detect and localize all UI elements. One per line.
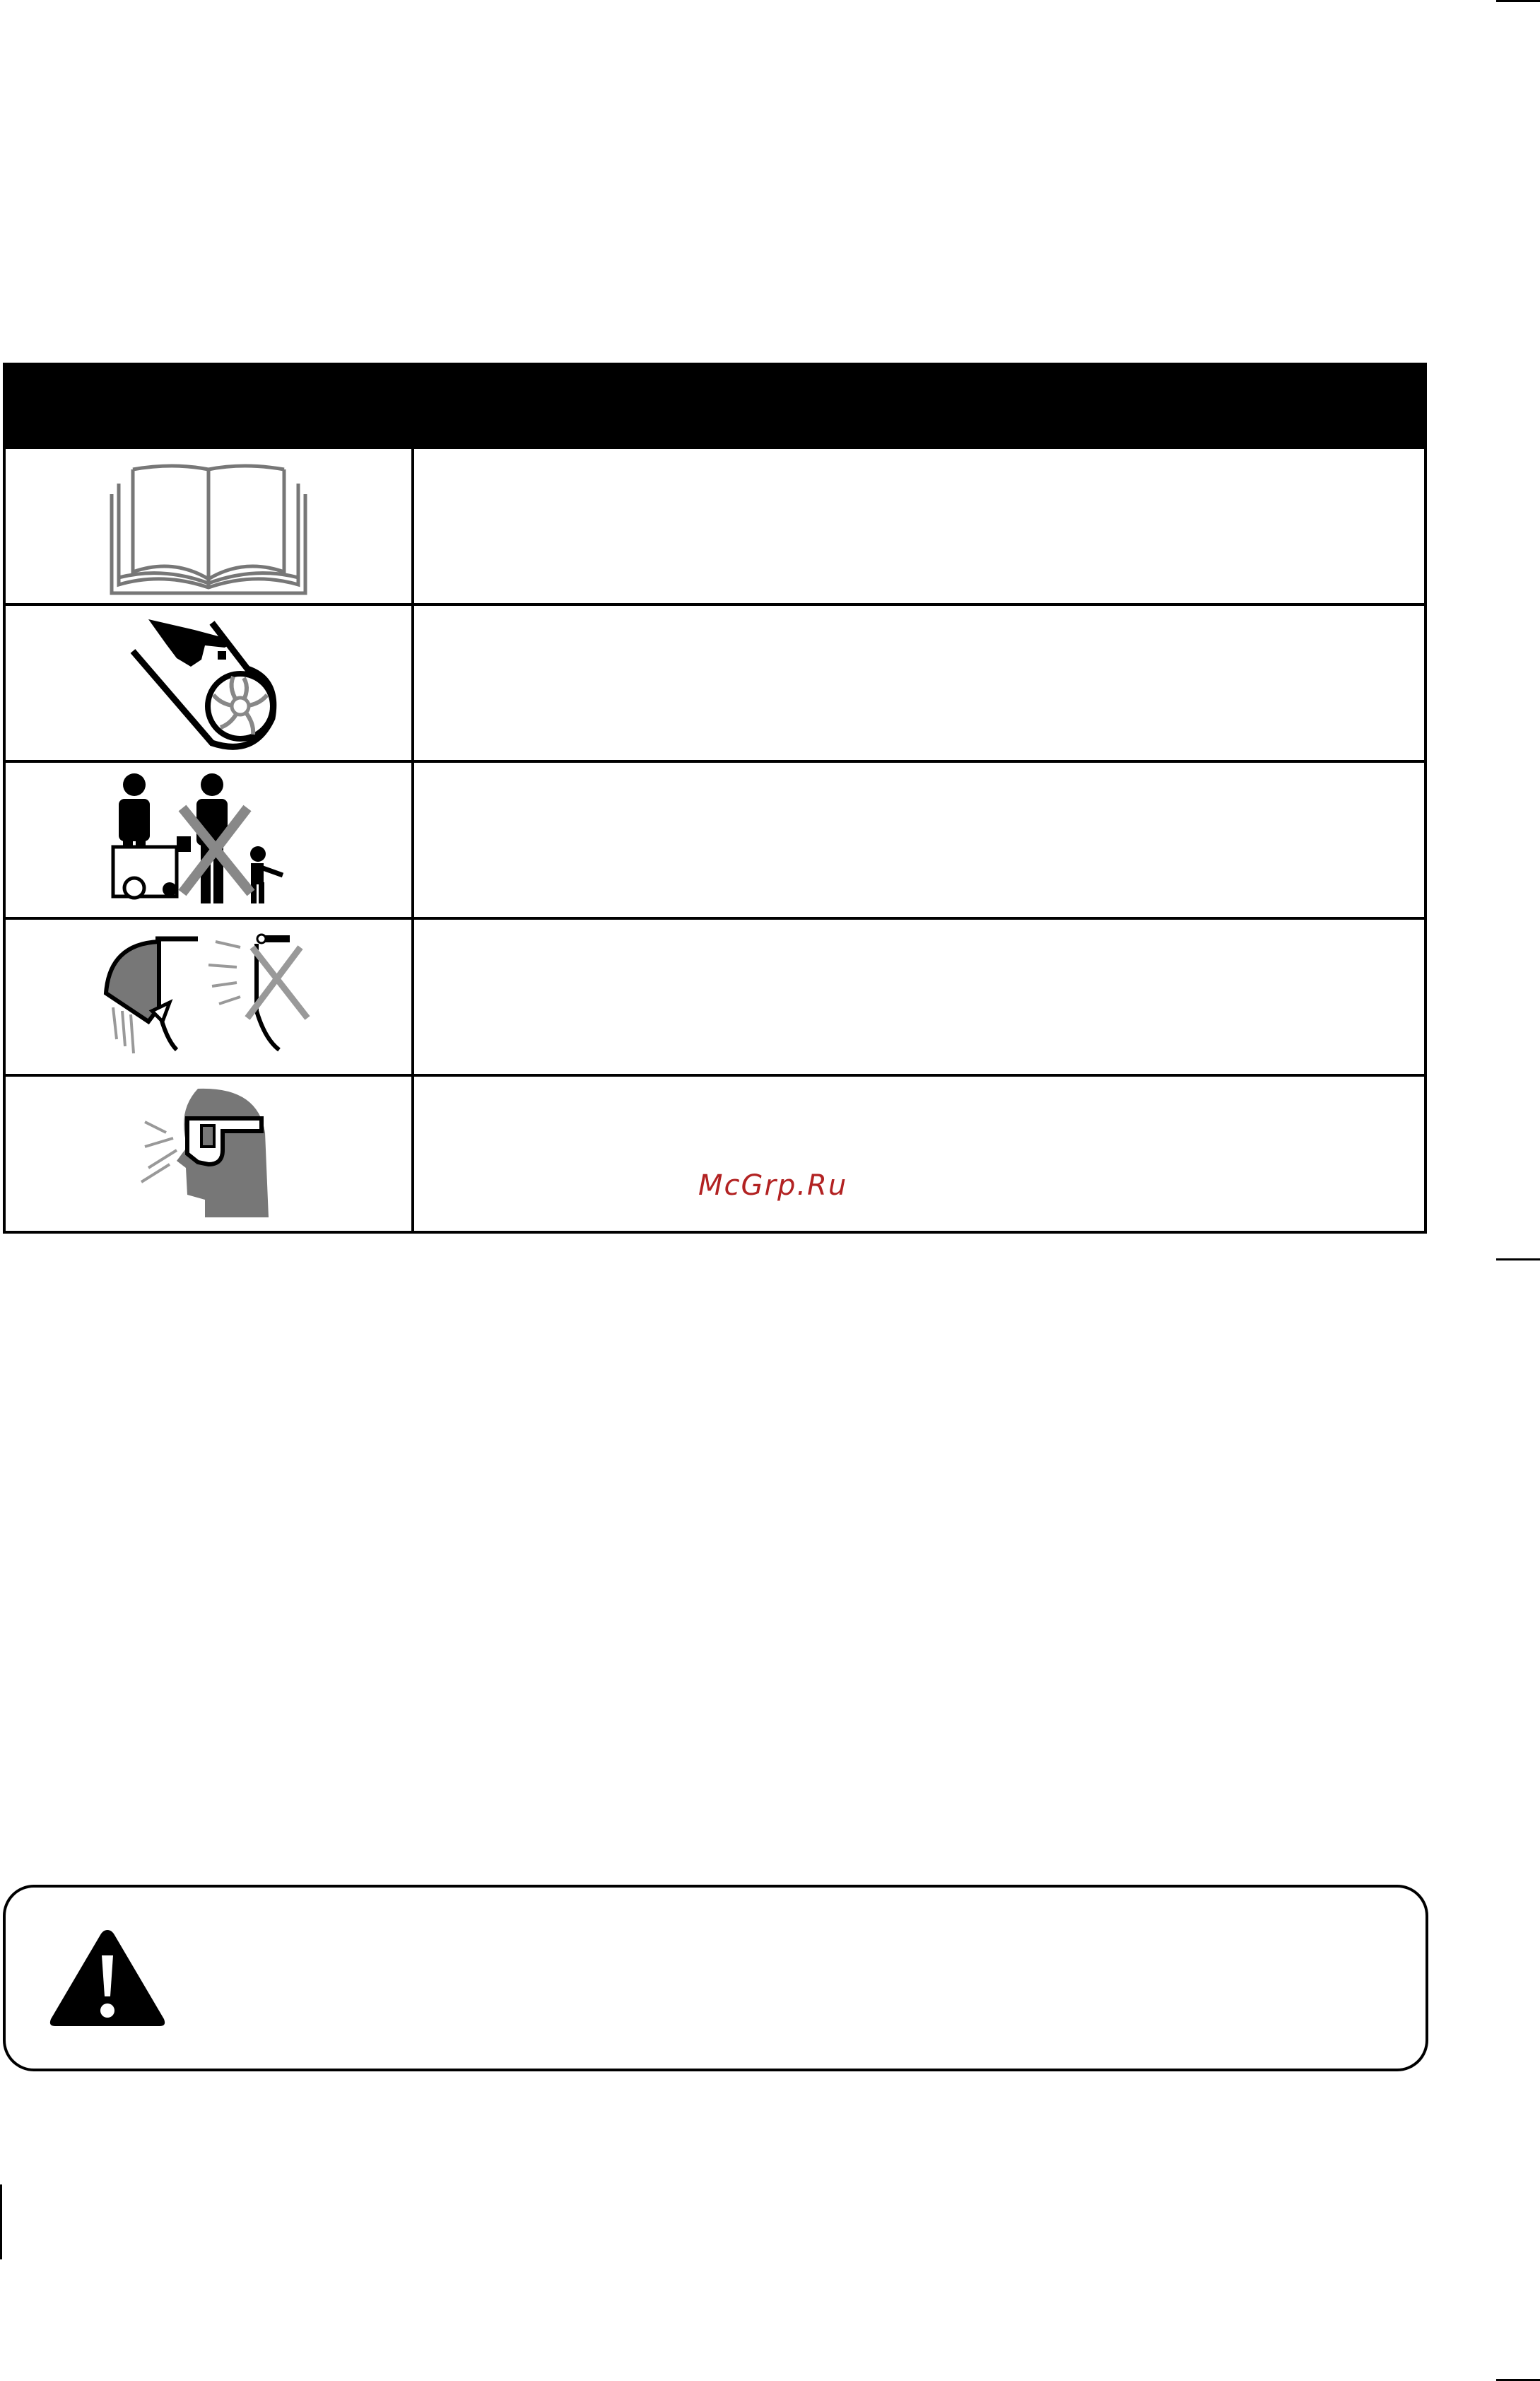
watermark: McGrp.Ru (698, 1169, 848, 1202)
hand-impeller-hazard-icon (127, 616, 290, 750)
header-symbol (6, 365, 414, 446)
table-row (6, 760, 1424, 917)
read-manual-icon (106, 452, 311, 600)
row-description (414, 606, 1424, 760)
warning-box (3, 1885, 1428, 2071)
eye-protection-icon (131, 1083, 286, 1224)
icon-cell (6, 920, 414, 1074)
row-description (414, 449, 1424, 603)
icon-cell (6, 449, 414, 603)
table-row (6, 917, 1424, 1074)
row-description (414, 920, 1424, 1074)
crop-mark-top-right (1496, 0, 1540, 2)
icon-cell (6, 606, 414, 760)
discharge-deflector-icon (88, 926, 329, 1067)
crop-mark-middle-right (1496, 1258, 1540, 1260)
crop-mark-bottom-left (0, 2184, 2, 2259)
row-description (414, 763, 1424, 917)
table-header (6, 365, 1424, 446)
table-row (6, 603, 1424, 760)
table-row (6, 446, 1424, 603)
safety-symbol-table (3, 363, 1427, 1234)
table-row (6, 1074, 1424, 1231)
row-description (414, 1077, 1424, 1231)
icon-cell (6, 763, 414, 917)
keep-bystanders-away-icon (106, 769, 311, 911)
warning-triangle-icon (47, 1926, 168, 2030)
header-meaning (414, 365, 1424, 446)
icon-cell (6, 1077, 414, 1231)
